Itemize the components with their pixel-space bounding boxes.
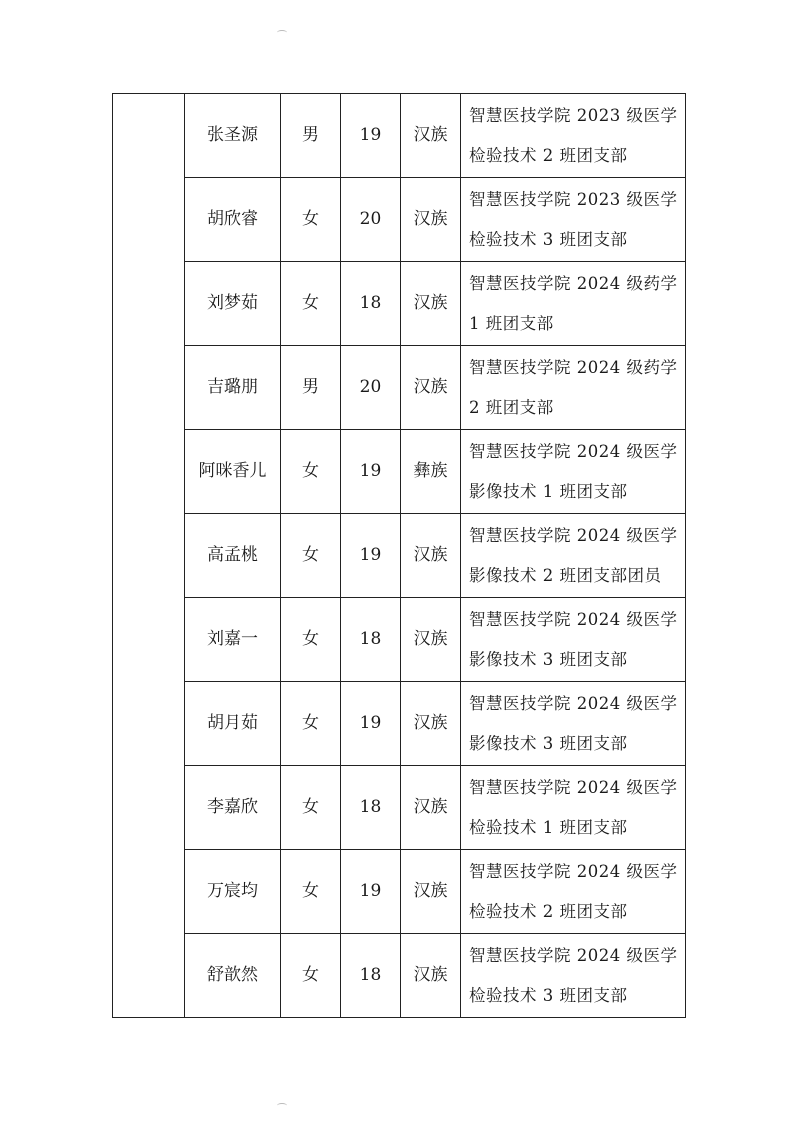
ethnicity-cell: 汉族 <box>401 514 461 598</box>
gender-cell: 女 <box>281 430 341 514</box>
ethnicity-cell: 汉族 <box>401 766 461 850</box>
age-cell: 20 <box>341 178 401 262</box>
gender-cell: 女 <box>281 850 341 934</box>
branch-cell <box>461 430 686 514</box>
ethnicity-cell: 汉族 <box>401 598 461 682</box>
gender-cell: 女 <box>281 514 341 598</box>
age-cell: 18 <box>341 262 401 346</box>
scan-speck <box>277 30 287 35</box>
branch-cell <box>461 682 686 766</box>
table-row <box>113 682 686 766</box>
gender-cell: 女 <box>281 262 341 346</box>
table-row <box>113 346 686 430</box>
table-row <box>113 430 686 514</box>
branch-line: 影像技术 2 班团支部团员 <box>469 565 662 585</box>
branch-line: 智慧医技学院 2024 级医学 <box>469 945 678 965</box>
member-roster-table <box>112 93 686 1018</box>
branch-cell <box>461 850 686 934</box>
ethnicity-cell: 汉族 <box>401 934 461 1018</box>
branch-cell <box>461 262 686 346</box>
branch-cell <box>461 178 686 262</box>
branch-line: 1 班团支部 <box>469 313 554 333</box>
branch-line: 检验技术 2 班团支部 <box>469 901 628 921</box>
name-cell: 刘梦茹 <box>185 262 281 346</box>
table-row <box>113 178 686 262</box>
branch-cell <box>461 514 686 598</box>
ethnicity-cell: 彝族 <box>401 430 461 514</box>
branch-line: 智慧医技学院 2023 级医学 <box>469 105 678 125</box>
branch-cell <box>461 598 686 682</box>
age-cell: 19 <box>341 850 401 934</box>
scan-speck <box>277 1103 287 1108</box>
name-cell: 高孟桃 <box>185 514 281 598</box>
gender-cell: 男 <box>281 94 341 178</box>
gender-cell: 女 <box>281 682 341 766</box>
branch-cell <box>461 766 686 850</box>
ethnicity-cell: 汉族 <box>401 682 461 766</box>
table-row <box>113 766 686 850</box>
name-cell: 胡欣睿 <box>185 178 281 262</box>
name-cell: 吉璐朋 <box>185 346 281 430</box>
name-cell: 张圣源 <box>185 94 281 178</box>
branch-line: 检验技术 1 班团支部 <box>469 817 628 837</box>
name-cell: 舒歆然 <box>185 934 281 1018</box>
branch-line: 智慧医技学院 2024 级医学 <box>469 441 678 461</box>
table-row <box>113 514 686 598</box>
branch-line: 智慧医技学院 2023 级医学 <box>469 189 678 209</box>
age-cell: 19 <box>341 430 401 514</box>
name-cell: 胡月茹 <box>185 682 281 766</box>
gender-cell: 女 <box>281 178 341 262</box>
name-cell: 万宸均 <box>185 850 281 934</box>
table-row <box>113 598 686 682</box>
branch-line: 智慧医技学院 2024 级药学 <box>469 357 678 377</box>
branch-line: 2 班团支部 <box>469 397 554 417</box>
ethnicity-cell: 汉族 <box>401 346 461 430</box>
age-cell: 19 <box>341 514 401 598</box>
branch-line: 检验技术 3 班团支部 <box>469 229 628 249</box>
roster-body <box>113 94 686 1018</box>
gender-cell: 女 <box>281 598 341 682</box>
name-cell: 李嘉欣 <box>185 766 281 850</box>
branch-line: 智慧医技学院 2024 级医学 <box>469 693 678 713</box>
ethnicity-cell: 汉族 <box>401 94 461 178</box>
name-cell: 阿咪香儿 <box>185 430 281 514</box>
age-cell: 19 <box>341 94 401 178</box>
table-row <box>113 934 686 1018</box>
age-cell: 20 <box>341 346 401 430</box>
branch-line: 智慧医技学院 2024 级药学 <box>469 273 678 293</box>
branch-line: 智慧医技学院 2024 级医学 <box>469 777 678 797</box>
ethnicity-cell: 汉族 <box>401 262 461 346</box>
gender-cell: 女 <box>281 766 341 850</box>
age-cell: 19 <box>341 682 401 766</box>
branch-line: 检验技术 3 班团支部 <box>469 985 628 1005</box>
branch-line: 智慧医技学院 2024 级医学 <box>469 609 678 629</box>
branch-cell <box>461 934 686 1018</box>
age-cell: 18 <box>341 598 401 682</box>
branch-cell <box>461 94 686 178</box>
branch-line: 检验技术 2 班团支部 <box>469 145 628 165</box>
ethnicity-cell: 汉族 <box>401 850 461 934</box>
branch-line: 智慧医技学院 2024 级医学 <box>469 861 678 881</box>
age-cell: 18 <box>341 934 401 1018</box>
branch-line: 影像技术 3 班团支部 <box>469 649 628 669</box>
ethnicity-cell: 汉族 <box>401 178 461 262</box>
group-cell <box>113 94 185 1018</box>
branch-cell <box>461 346 686 430</box>
gender-cell: 男 <box>281 346 341 430</box>
age-cell: 18 <box>341 766 401 850</box>
table-row <box>113 262 686 346</box>
gender-cell: 女 <box>281 934 341 1018</box>
branch-line: 智慧医技学院 2024 级医学 <box>469 525 678 545</box>
name-cell: 刘嘉一 <box>185 598 281 682</box>
table-row <box>113 850 686 934</box>
branch-line: 影像技术 1 班团支部 <box>469 481 628 501</box>
branch-line: 影像技术 3 班团支部 <box>469 733 628 753</box>
table-row <box>113 94 686 178</box>
